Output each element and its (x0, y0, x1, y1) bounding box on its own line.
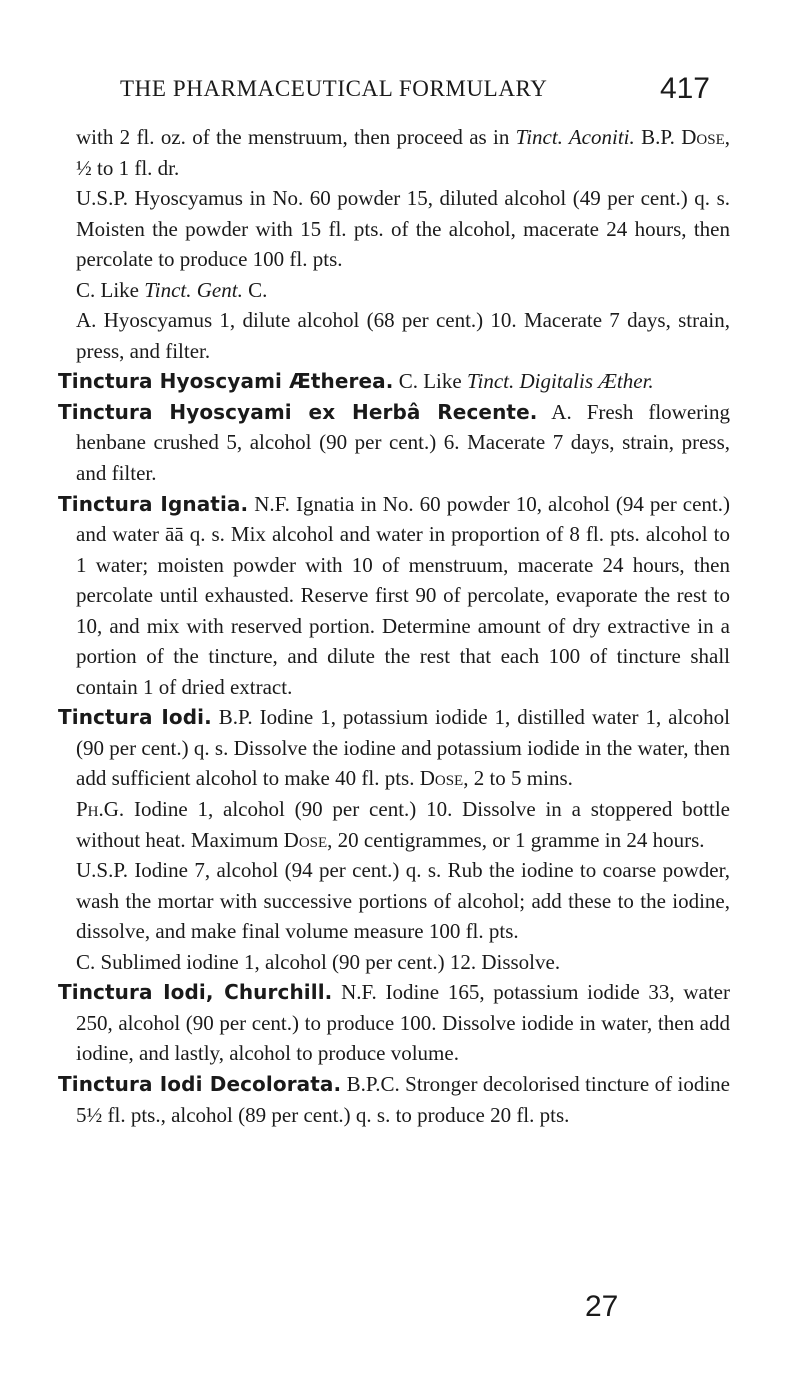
text-run: B.P. Iodine 1, potassium iodide 1, distilled water 1, alcohol (90 per cent.) q. s. Dissolve the iodine and potassium iodide in the water, then add sufficient alcohol to make 40 fl. pts. (76, 705, 730, 791)
text-run: N.F. Iodine 165, potassium iodide 33, water 250, alcohol (90 per cent.) to produce 100. Dissolve iodide in water, then add iodine, and lastly, alcohol to produce volume. (76, 980, 730, 1066)
dose-label: Dose (283, 827, 328, 852)
entry-tinctura-iodi-decolorata (58, 1069, 730, 1130)
entry-heading: Tinctura Hyoscyami ex Herbâ Recente. (58, 399, 538, 424)
text-run: N.F. Ignatia in No. 60 powder 10, alcohol (94 per cent.) and water āā q. s. Mix alcohol and water in proportion of 8 fl. pts. alcohol to 1 water; moisten powder with 10 of menstruum, macerate 24 hours, then percolate until exhausted. Reserve first 90 of percolate, evaporate the rest to 10, and mix with reserved portion. Determine amount of dry extractive in a portion of the tincture, and dilute the rest that each 100 of tincture shall contain 1 of dried extract. (76, 491, 730, 699)
paragraph-continuation (58, 122, 730, 183)
entry-heading: Tinctura Iodi, Churchill. (58, 980, 333, 1005)
entry-tinctura-iodi (58, 702, 730, 794)
text-run: A. Fresh flowering henbane crushed 5, alcohol (90 per cent.) 6. Macerate 7 days, strain, press, and filter. (76, 399, 730, 486)
dose-label: Dose (681, 125, 725, 149)
paragraph-a-hyoscyamus: A. Hyoscyamus 1, dilute alcohol (68 per cent.) 10. Macerate 7 days, strain, press, and filter. (76, 308, 730, 363)
text-run: C. Like (393, 369, 467, 394)
text-run: , 20 centigrammes, or 1 gramme in 24 hours. (327, 827, 705, 852)
text-run: B.P. (634, 125, 682, 149)
text-run: Iodine 1, alcohol (90 per cent.) 10. Dissolve in a stoppered bottle without heat. Maximum (76, 797, 730, 852)
dose-label: Dose (419, 766, 464, 791)
signature-mark: 27 (585, 1290, 619, 1323)
page-header (120, 72, 710, 112)
italic-reference: Tinct. Aconiti. (515, 125, 635, 149)
entry-tinctura-ignatia (58, 489, 730, 703)
entry-tinctura-iodi-churchill (58, 977, 730, 1069)
entry-heading: Tinctura Iodi. (58, 705, 212, 730)
entry-heading: Tinctura Ignatia. (58, 491, 249, 516)
text-run: C. Like (76, 277, 145, 302)
paragraph-usp-hyoscyamus: U.S.P. Hyoscyamus in No. 60 powder 15, diluted alcohol (49 per cent.) q. s. Moisten the powder with 15 fl. pts. of the alcohol, macerate 24 hours, then percolate to produce 100 fl. pts. (76, 186, 730, 272)
paragraph-c-hyoscyamus (58, 275, 730, 306)
italic-reference: Tinct. Digitalis Æther. (466, 369, 654, 394)
paragraph-usp-iodi: U.S.P. Iodine 7, alcohol (94 per cent.) q. s. Rub the iodine to coarse powder, wash the mortar with successive portions of alcohol; add these to the iodine, dissolve, and make final volume measure 100 fl. pts. (76, 858, 730, 944)
text-run: , 2 to 5 mins. (463, 766, 573, 791)
entry-tinctura-hyoscyami-herba-recente (58, 397, 730, 489)
body-text (58, 122, 730, 1130)
running-title: THE PHARMACEUTICAL FORMULARY (120, 76, 548, 101)
text-run: with 2 fl. oz. of the menstruum, then proceed as in (76, 125, 516, 149)
entry-tinctura-hyoscyami-aetherea (58, 366, 730, 397)
pharmacopoeia-label: Ph.G. (76, 797, 125, 822)
entry-heading: Tinctura Hyoscyami Ætherea. (58, 369, 394, 394)
italic-reference: Tinct. Gent. (144, 277, 243, 302)
paragraph-c-iodi: C. Sublimed iodine 1, alcohol (90 per cent.) 12. Dissolve. (76, 949, 561, 974)
text-run: , ½ to 1 fl. dr. (76, 125, 730, 180)
entry-heading: Tinctura Iodi Decolorata. (58, 1071, 342, 1096)
paragraph-phg-iodi (58, 794, 730, 855)
text-run: C. (242, 277, 268, 302)
page-number: 417 (659, 72, 710, 105)
text-run: B.P.C. Stronger decolorised tincture of iodine 5½ fl. pts., alcohol (89 per cent.) q. s. to produce 20 fl. pts. (76, 1071, 730, 1127)
